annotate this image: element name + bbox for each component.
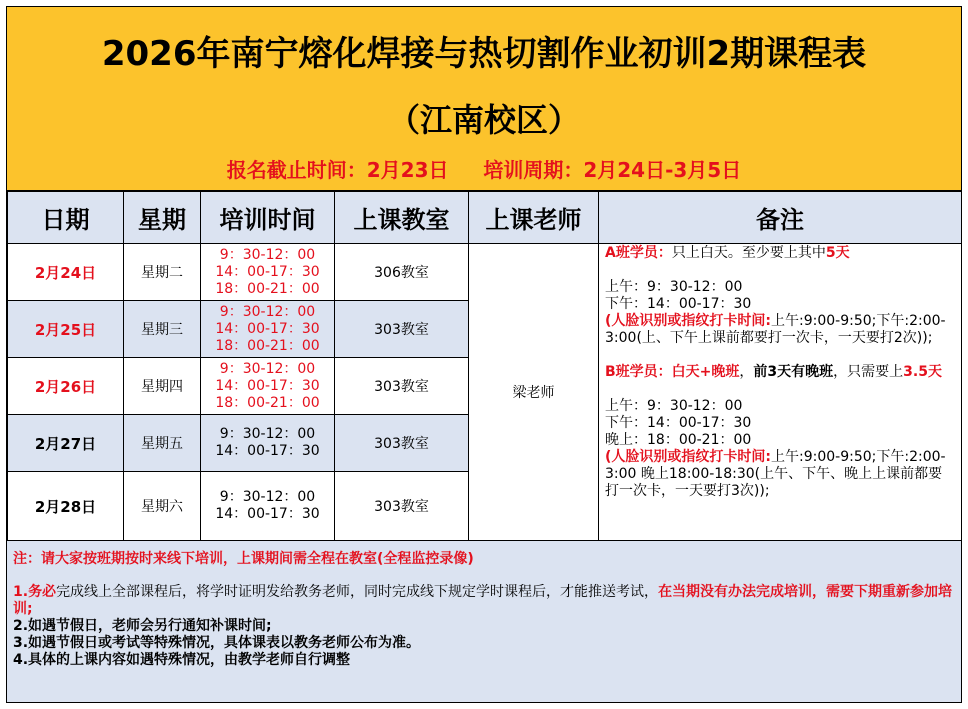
table-header-row bbox=[8, 192, 962, 244]
time-cell bbox=[201, 472, 335, 541]
col-header-notes: 备注 bbox=[599, 192, 962, 244]
class-b-evening: 晚上：18：00-21：00 bbox=[605, 432, 752, 448]
col-header-teacher: 上课老师 bbox=[469, 192, 599, 244]
room-cell: 303教室 bbox=[335, 472, 469, 541]
note-item-1: 1.务必完成线上全部课程后，将学时证明发给教务老师，同时完成线下规定学时课程后，才能推送考试，在当期没有办法完成培训，需要下期重新参加培训; bbox=[13, 584, 953, 617]
col-header-room: 上课教室 bbox=[335, 192, 469, 244]
time-slot: 14：00-17：30 bbox=[215, 443, 320, 459]
time-slot: 18：00-21：00 bbox=[215, 337, 320, 354]
time-cell bbox=[201, 415, 335, 472]
class-a-checkin: (人脸识别或指纹打卡时间:上午:9:00-9:50;下午:2:00-3:00(上、下午上课前都要打一次卡，一天要打2次)); bbox=[605, 313, 946, 346]
time-slot: 14：00-17：30 bbox=[215, 263, 320, 280]
date-cell: 2月25日 bbox=[8, 301, 124, 358]
table-row bbox=[8, 244, 962, 301]
weekday-cell: 星期六 bbox=[124, 472, 201, 541]
date-cell: 2月27日 bbox=[8, 415, 124, 472]
campus-subtitle: （江南校区） bbox=[387, 101, 580, 139]
room-cell: 303教室 bbox=[335, 358, 469, 415]
class-b-checkin: (人脸识别或指纹打卡时间:上午:9:00-9:50;下午:2:00-3:00 晚上18:00-18:30(上午、下午、晚上上课前都要打一次卡，一天要打3次)); bbox=[605, 449, 946, 499]
time-slot: 14：00-17：30 bbox=[215, 320, 320, 337]
date-cell: 2月26日 bbox=[8, 358, 124, 415]
class-a-afternoon: 下午：14：00-17：30 bbox=[605, 296, 752, 312]
weekday-cell: 星期四 bbox=[124, 358, 201, 415]
time-slot: 9：30-12：00 bbox=[219, 426, 316, 442]
time-cell bbox=[201, 244, 335, 301]
weekday-cell: 星期五 bbox=[124, 415, 201, 472]
date-cell: 2月28日 bbox=[8, 472, 124, 541]
deadline-value: 2月23日 bbox=[366, 158, 449, 182]
time-slot: 9：30-12：00 bbox=[219, 303, 316, 320]
schedule-table bbox=[7, 191, 962, 541]
teacher-cell: 梁老师 bbox=[469, 244, 599, 541]
page-title: 2026年南宁熔化焊接与热切割作业初训2期课程表 bbox=[101, 34, 867, 74]
class-b-afternoon: 下午：14：00-17：30 bbox=[605, 415, 752, 431]
room-cell: 303教室 bbox=[335, 301, 469, 358]
header-banner bbox=[7, 7, 961, 191]
time-slot: 9：30-12：00 bbox=[219, 246, 316, 263]
note-item-4: 4.具体的上课内容如遇特殊情况，由教学老师自行调整 bbox=[13, 652, 351, 668]
schedule-sheet bbox=[6, 6, 962, 703]
time-slot: 18：00-21：00 bbox=[215, 280, 320, 297]
class-a-header: A班学员：只上白天。至少要上其中5天 bbox=[605, 245, 850, 261]
weekday-cell: 星期二 bbox=[124, 244, 201, 301]
time-cell bbox=[201, 358, 335, 415]
note-item-2: 2.如遇节假日，老师会另行通知补课时间; bbox=[13, 618, 272, 634]
time-slot: 9：30-12：00 bbox=[219, 360, 316, 377]
time-slot: 14：00-17：30 bbox=[215, 377, 320, 394]
col-header-date: 日期 bbox=[8, 192, 124, 244]
time-slot: 18：00-21：00 bbox=[215, 394, 320, 411]
time-slot: 9：30-12：00 bbox=[219, 489, 316, 505]
class-b-header: B班学员：白天+晚班，前3天有晚班，只需要上3.5天 bbox=[605, 364, 942, 380]
weekday-cell: 星期三 bbox=[124, 301, 201, 358]
col-header-weekday: 星期 bbox=[124, 192, 201, 244]
footer-notes bbox=[7, 541, 961, 702]
notes-cell bbox=[599, 244, 962, 541]
col-header-time: 培训时间 bbox=[201, 192, 335, 244]
class-b-morning: 上午：9：30-12：00 bbox=[605, 398, 743, 414]
period-label: 培训周期： bbox=[483, 158, 584, 182]
note-item-3: 3.如遇节假日或考试等特殊情况，具体课表以教务老师公布为准。 bbox=[13, 635, 421, 651]
period-value: 2月24日-3月5日 bbox=[583, 158, 742, 182]
deadline-line bbox=[7, 155, 961, 185]
time-cell bbox=[201, 301, 335, 358]
class-a-morning: 上午：9：30-12：00 bbox=[605, 279, 743, 295]
deadline-label: 报名截止时间： bbox=[226, 158, 367, 182]
date-cell: 2月24日 bbox=[8, 244, 124, 301]
room-cell: 303教室 bbox=[335, 415, 469, 472]
room-cell: 306教室 bbox=[335, 244, 469, 301]
notice-line: 注：请大家按班期按时来线下培训，上课期间需全程在教室(全程监控录像) bbox=[13, 551, 474, 567]
time-slot: 14：00-17：30 bbox=[215, 506, 320, 522]
